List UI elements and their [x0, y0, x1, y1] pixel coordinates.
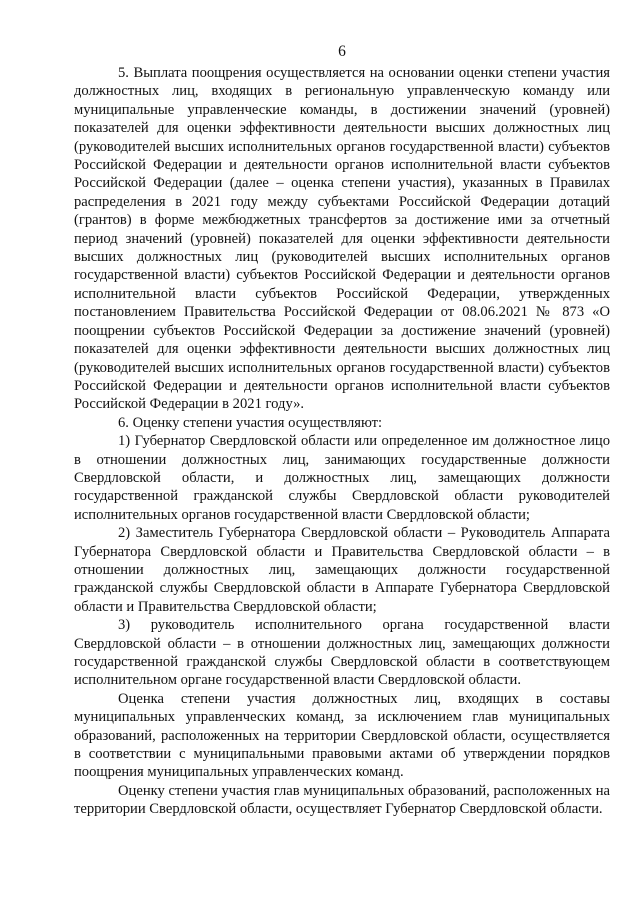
paragraph-municipal-teams: Оценка степени участия должностных лиц, входящих в составы муниципальных управленческих команд, за исключением глав муниципальных образований, расположенных на территории Свердловской области, осуществляется в соответствии с муниципальными правовыми актами об утверждении порядков поощрения муниципальных управленческих команд.	[74, 690, 610, 781]
document-body	[74, 64, 610, 819]
paragraph-subitem-3: 3) руководитель исполнительного органа государственной власти Свердловской области – в отношении должностных лиц, замещающих должности государственной гражданской службы Свердловской области в соответствующем исполнительном органе государственной власти Свердловской области.	[74, 617, 610, 689]
paragraph-item-5: 5. Выплата поощрения осуществляется на основании оценки степени участия должностных лиц, входящих в региональную управленческую команду или муниципальные управленческие команды, в достижении значений (уровней) показателей для оценки эффективности деятельности высших должностных лиц (руководителей высших исполнительных органов государственной власти) субъектов Российской Федерации и деятельности органов исполнительной власти субъектов Российской Федерации (далее – оценка степени участия), указанных в Правилах распределения в 2021 году между субъектами Российской Федерации дотаций (грантов) в форме межбюджетных трансфертов за достижение ими за отчетный период значений (уровней) показателей для оценки эффективности деятельности высших должностных лиц (руководителей высших исполнительных органов государственной власти) субъектов Российской Федерации и деятельности органов исполнительной власти субъектов Российской Федерации, утвержденных постановлением Правительства Российской Федерации от 08.06.2021 № 873 «О поощрении субъектов Российской Федерации за достижение значений (уровней) показателей для оценки эффективности деятельности высших должностных лиц (руководителей высших исполнительных органов государственной власти) субъектов Российской Федерации и деятельности органов исполнительной власти субъектов Российской Федерации в 2021 году».	[74, 65, 610, 413]
page-number: 6	[338, 43, 346, 60]
paragraph-subitem-2: 2) Заместитель Губернатора Свердловской области – Руководитель Аппарата Губернатора Свердловской области и Правительства Свердловской области – в отношении должностных лиц, замещающих должности государственной гражданской службы Свердловской области в Аппарате Губернатора Свердловской области и Правительства Свердловской области;	[74, 525, 610, 615]
paragraph-subitem-1: 1) Губернатор Свердловской области или определенное им должностное лицо в отношении должностных лиц, занимающих государственные должности Свердловской области, и должностных лиц, замещающих должности государственной гражданской службы Свердловской области руководителей исполнительных органов государственной власти Свердловской области;	[74, 433, 610, 523]
paragraph-item-6: 6. Оценку степени участия осуществляют:	[118, 414, 383, 431]
paragraph-municipal-heads: Оценку степени участия глав муниципальных образований, расположенных на территории Свердловской области, осуществляет Губернатор Свердловской области.	[74, 782, 610, 818]
